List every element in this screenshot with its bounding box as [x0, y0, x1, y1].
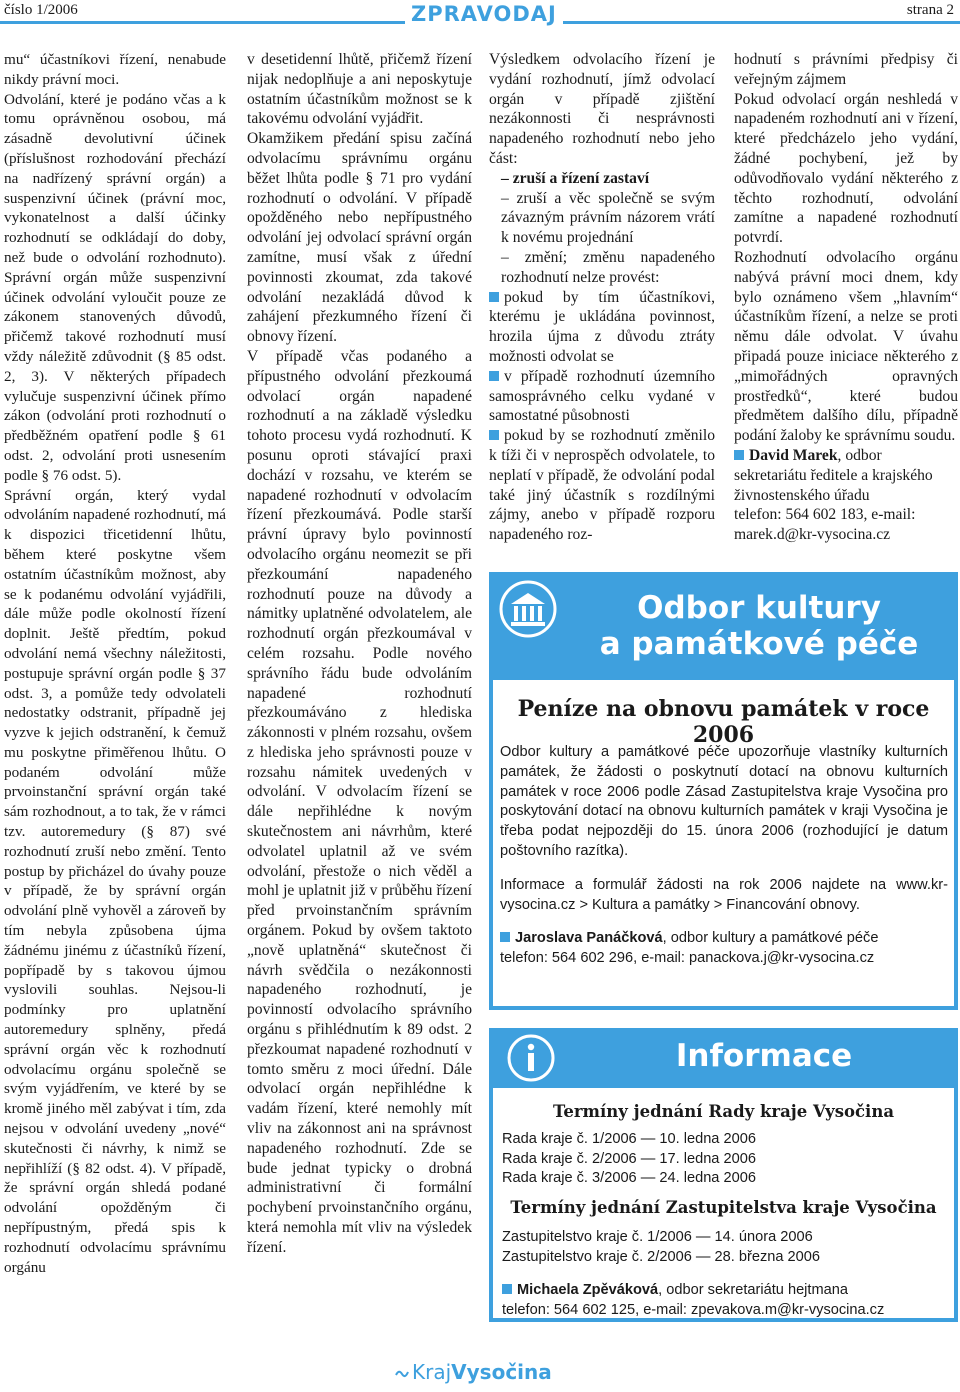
logo-word: Vysočina [451, 1360, 552, 1384]
contact-phone: telefon: 564 602 125, e-mail: zpevakova.m@kr-vysocina.cz [502, 1301, 885, 1318]
info-banner-title: Informace [675, 1038, 853, 1074]
article-column-4 [734, 50, 958, 545]
list-item: Rada kraje č. 1/2006 — 10. ledna 2006 [502, 1131, 756, 1147]
culture-banner [489, 572, 958, 680]
list-item [489, 288, 715, 367]
culture-body [500, 743, 948, 969]
square-bullet-icon [500, 932, 510, 942]
list-item-text: pokud by tím účastníkovi, kterému je ukládána povinnost, hrozila újma z důvodu ztráty možnosti odvolat se [489, 288, 715, 365]
issue-number: číslo 1/2006 [4, 2, 78, 18]
list-item: Rada kraje č. 2/2006 — 17. ledna 2006 [502, 1150, 756, 1167]
author-role: , odbor sekretariátu ředitele a krajského živnostenského úřadu [734, 446, 933, 504]
paragraph: V případě včas podaného a přípustného odvolání přezkoumá odvolací orgán napadené rozhodnutí a na základě výsledku tohoto procesu vydá rozhodnutí. K posunu oproti stávající praxi dochází v rozsahu, ve kterém se napadené rozhodnutí v odvolacím řízení přezkoumává. Podle starší právní úpravy bylo povinností odvolacího orgánu neomezit se při přezkoumání napadeného rozhodnutí pouze na důvody a námitky uplatněné odvolatelem, ale rozhodnutí orgán přezkoumával v celém rozsahu. Podle nového správního řádu bude odvoláním napadené rozhodnutí přezkoumáváno z hlediska zákonnosti v plném rozsahu, ovšem z hlediska jeho správnosti pouze v rozsahu námitek uvedených v odvolání. V odvolacím řízení se dále nepřihlédne k novým skutečnostem ani návrhům, které odvolatel uplatnil až ve svém odvolání, přestože o nich věděl a mohl je uplatnit již v průběhu řízení před prvoinstančním správním orgánem. Pokud by ovšem taktoto „nově uplatněná“ skutečnost či návrh svědčila o nezákonnosti napadeného rozhodnutí, je povinností odvolacího správního orgánu s přihlédnutím k 89 odst. 2 přezkoumat napadené rozhodnutí v tomto směru z moci úřední. Dále odvolací orgán nepřihlédne k vadám řízení, které nemohly mít vliv na zákonnost ani na správnost napadeného rozhodnutí. Zde se bude jednat typicky o drobná administrativní či formální pochybení prvoinstančního orgánu, která nemohla mít vliv na výsledek řízení. [247, 347, 472, 1256]
paragraph: mu“ účastníkovi řízení, nenabude nikdy právní moci. [4, 51, 226, 88]
square-bullet-icon [489, 430, 499, 440]
paragraph: Pokud odvolací orgán neshledá v napadeném rozhodnutí ani v řízení, které předcházelo jeho vydání, žádné pochybení, jež by odůvodňovalo vydání některého z těchto rozhodnutí, odvolání zamítne a napadené rozhodnutí potvrdí. [734, 90, 958, 247]
contact-role: , odbor kultury a památkové péče [662, 930, 879, 947]
paragraph: Rozhodnutí odvolacího orgánu nabývá právní moci dnem, kdy bylo oznámeno všem „hlavním“ účastníkům řízení, a nelze se proti němu dále odvolat. V úvahu připadá pouze iniciace některého z „mimořádných opravných prostředků“, které budou předmětem dalšího dílu, případně podání žaloby ke správnímu soudu. [734, 248, 958, 445]
paragraph: Výsledkem odvolacího řízení je vydání rozhodnutí, jímž odvolací orgán v případě zjištění nezákonnosti či nesprávnosti napadeného rozhodnutí nebo jeho část: [489, 51, 715, 167]
square-bullet-icon [502, 1284, 512, 1294]
assembly-meetings-heading: Termíny jednání Zastupitelstva kraje Vysočina [510, 1198, 937, 1217]
paragraph: Odvolání, které je podáno včas a k tomu oprávněnou osobou, má zásadně devolutivní účinek (příslušnost rozhodování přechází na nadřízený správní orgán) a suspenzivní účinek (právní moc, vykonatelnost a další účinky rozhodnutí se odkládají do doby, než bude o odvolání rozhodnuto). Správní orgán může suspenzivní účinek odvolání vyloučit pouze ze zákonem stanovených důvodů, přičemž takové rozhodnutí musí vždy náležitě zdůvodnit (§ 85 odst. 2, 3). V některých případech vylučuje suspenzivní účinek přímo zákon (odvolání proti rozhodnutí o předběžném opatření podle § 61 odst. 2, odvolání proti usnesením podle § 76 odst. 5). [4, 90, 226, 484]
council-meetings-list [502, 1130, 756, 1189]
article-column-3 [489, 50, 715, 545]
council-meetings-heading: Termíny jednání Rady kraje Vysočina [552, 1102, 895, 1121]
list-item: Zastupitelstvo kraje č. 1/2006 — 14. února 2006 [502, 1229, 813, 1245]
article-column-1 [4, 50, 226, 1277]
list-item [489, 367, 715, 426]
author-contact: telefon: 564 602 183, e-mail: marek.d@kr-vysocina.cz [734, 506, 916, 544]
banner-line: a památkové péče [599, 626, 919, 662]
list-item: Zastupitelstvo kraje č. 2/2006 — 28. března 2006 [502, 1248, 821, 1265]
paragraph: Okamžikem předání spisu začíná odvolacímu správnímu orgánu běžet lhůta podle § 71 pro vydání rozhodnutí o odvolání. V případě opožděného nebo nepřípustného odvolání jej odvolací správní orgán zamítne, musí však z úřední povinnosti zkoumat, zda takové odvolání nezakládá důvod k zahájení přezkumného řízení či obnovy řízení. [247, 130, 472, 346]
outcome-item: – zruší a věc společně se svým závazným právním názorem vrátí k novému projednání [501, 189, 715, 247]
outcome-item: – zruší a řízení zastaví [501, 169, 650, 187]
paragraph: hodnutí s právními předpisy či veřejným zájmem [734, 51, 958, 88]
square-bullet-icon [489, 292, 499, 302]
paragraph: v desetidenní lhůtě, přičemž řízení nijak nedoplňuje a ani neposkytuje ostatním účastníkům možnost se k takovému odvolání vyjádřit. [247, 51, 472, 128]
contact-name: Jaroslava Panáčková [515, 930, 663, 947]
contact-name-line [502, 1281, 884, 1301]
page-number: strana 2 [906, 2, 954, 18]
paragraph: Informace a formulář žádosti na rok 2006 najdete na www.kr-vysocina.cz > Kultura a památky > Financování obnovy. [500, 876, 948, 913]
info-banner [489, 1028, 958, 1088]
article-column-2 [247, 50, 472, 1258]
newsletter-title: ZPRAVODAJ [405, 2, 563, 26]
contact-name-line [500, 929, 948, 949]
contact-phone: telefon: 564 602 296, e-mail: panackova.j@kr-vysocina.cz [500, 950, 875, 967]
square-bullet-icon [734, 450, 744, 460]
contact-name: Michaela Zpěváková [517, 1282, 659, 1299]
logo-word: Kraj [412, 1360, 452, 1384]
list-item-text: v případě rozhodnutí územního samosprávného celku vydané v samostatné působnosti [489, 367, 715, 425]
assembly-meetings-list [502, 1228, 884, 1320]
region-logo-icon [395, 1366, 409, 1380]
banner-line: Odbor kultury [637, 590, 881, 626]
list-item: Rada kraje č. 3/2006 — 24. ledna 2006 [502, 1170, 756, 1187]
info-icon [507, 1034, 555, 1082]
region-logo [412, 1360, 552, 1384]
outcome-item: – změní; změnu napadeného rozhodnutí nelze provést: [501, 248, 715, 286]
museum-icon [499, 580, 557, 638]
author-name: David Marek [749, 446, 838, 464]
culture-banner-title [569, 590, 949, 662]
author-signature [734, 446, 958, 505]
paragraph: Odbor kultury a památkové péče upozorňuje vlastníky kulturních památek, že žádosti o poskytnutí dotací na obnovu kulturních památek v roce 2006 podle Zásad Zastupitelstva kraje Vysočina pro poskytování dotací na obnovu kulturních památek v kraji Vysočina je třeba podat nejpozději do 15. února 2006 (rozhodující je datum poštovního razítka). [500, 744, 948, 859]
paragraph: Správní orgán, který vydal odvoláním napadené rozhodnutí, má k dispozici třicetidenní lhůtu, během které poskytne všem ostatním účastníkům možnost, aby se k podanému odvolání vyjádřili, dále může podle okolností řízení doplnit. Ještě předtím, pokud odvolání nemá všechny náležitosti, postupuje správní orgán podle § 37 odst. 3, a pomůže tedy odvolateli nedostatky odstranit, případně jej vyzve k jejich odstranění, k čemuž mu poskytne přiměřenou lhůtu. O podaném odvolání může prvoinstanční správní orgán také sám rozhodnout, a to tak, že v rámci tzv. autoremedury (§ 87) své rozhodnutí zruší nebo změní. Tento postup by přicházel do úvahy pouze v případě, že by správní orgán odvolání plně vyhověl a zároveň by tím nebyla způsobena újma žádnému jinému z účastníků řízení, popřípadě by s takovou újmou vyslovili souhlas. Nejsou-li podmínky pro uplatnění autoremedury splněny, předá správní orgán věc k rozhodnutí odvolacímu orgánu společně se svým vyjádřením, ve které by se kromě jiného měl zabývat i tím, zda nejsou v odvolání uvedeny „nové“ skutečnosti či návrhy, k nimž se nepřihlíží (§ 82 odst. 4). V případě, že správní orgán shledá podané odvolání opožděným či nepřípustným, předá spis k rozhodnutí odvolacímu správnímu orgánu [4, 486, 226, 1276]
square-bullet-icon [489, 371, 499, 381]
culture-heading: Peníze na obnovu památek v roce 2006 [517, 696, 930, 748]
list-item-text: pokud by se rozhodnutí změnilo k tíži či v neprospěch odvolatele, to neplatí v případě, že odvolání podal také jiný účastník s rozdílnými zájmy, anebo v případě rozporu napadeného roz- [489, 427, 715, 544]
list-item [489, 426, 715, 545]
contact-role: , odbor sekretariátu hejtmana [658, 1282, 848, 1299]
